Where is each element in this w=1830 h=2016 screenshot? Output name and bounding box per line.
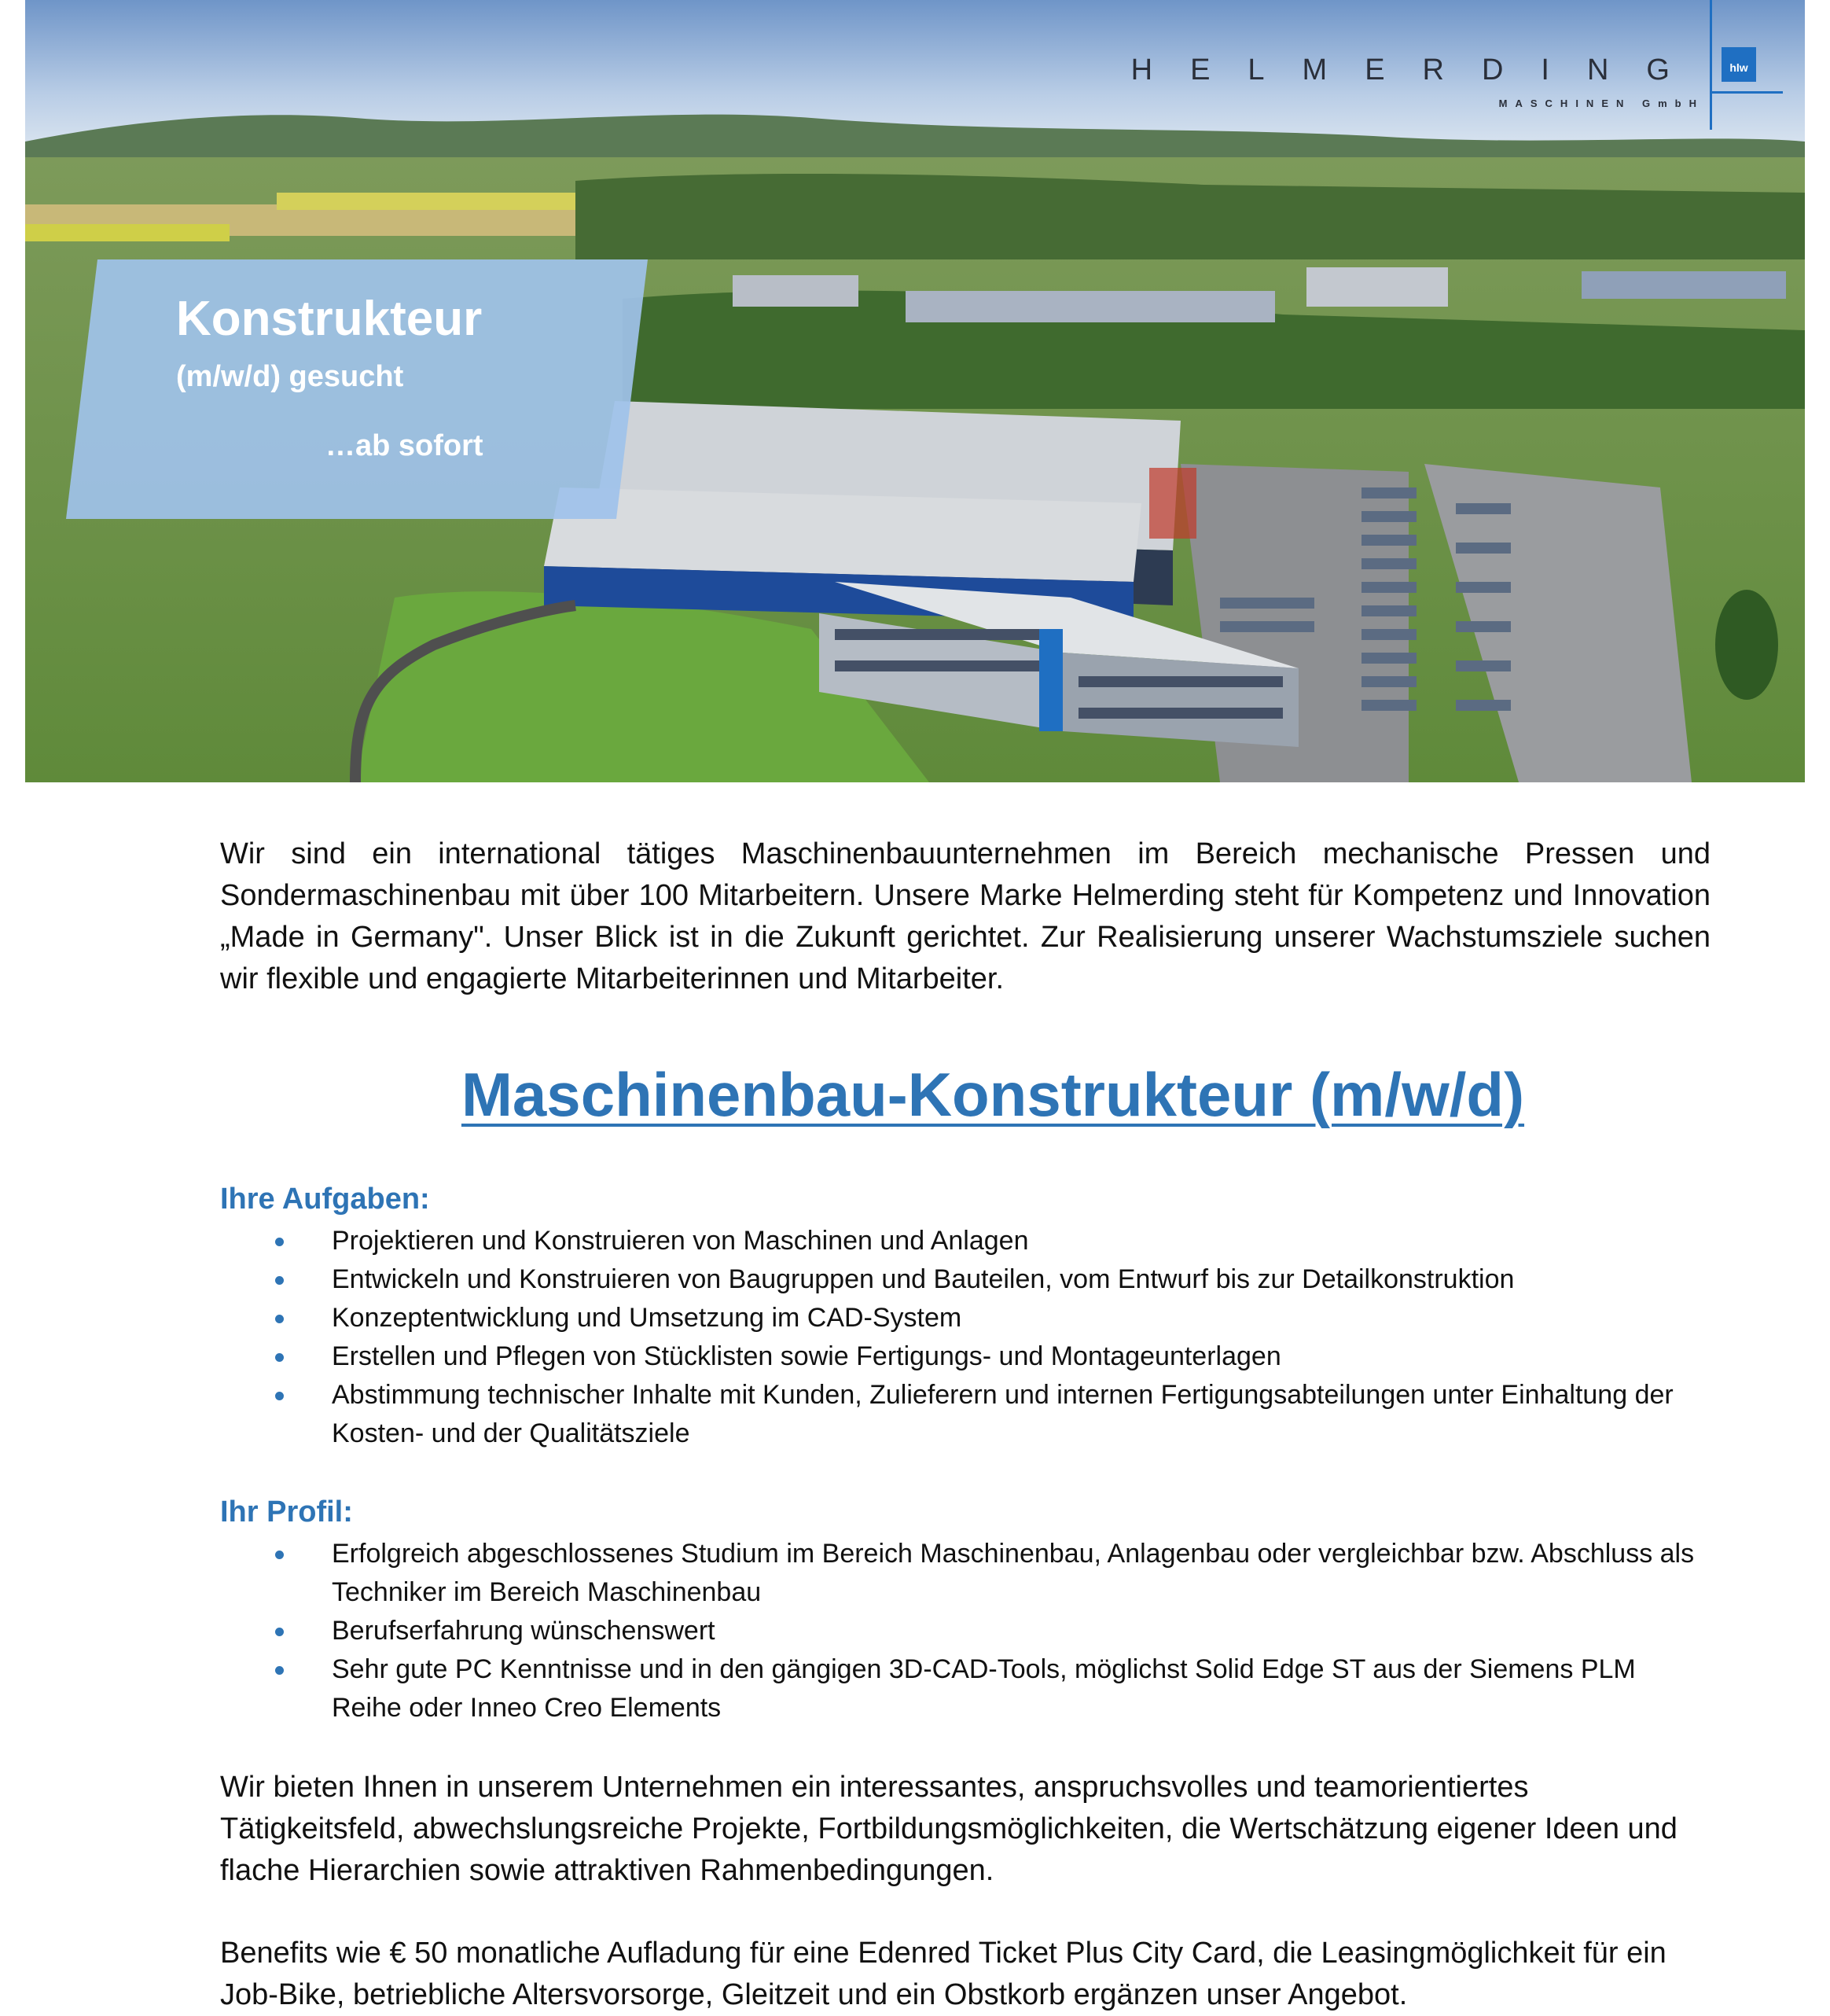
logo-subtitle: MASCHINEN GmbH	[1498, 97, 1704, 109]
job-title: Maschinenbau-Konstrukteur (m/w/d)	[461, 1060, 1525, 1129]
bullet-icon	[275, 1353, 284, 1362]
logo-horizontal-line	[1712, 91, 1783, 94]
list-item: Sehr gute PC Kenntnisse und in den gängigen 3D-CAD-Tools, möglichst Solid Edge ST aus der Siemens PLM Reihe oder Inneo Creo Elements	[220, 1650, 1711, 1727]
company-intro: Wir sind ein international tätiges Maschinenbauunternehmen im Bereich mechanische Pressen und Sondermaschinenbau mit über 100 Mitarbeitern. Unsere Marke Helmerding steht für Kompetenz und Innovation „Made in Germany". Unser Blick ist in die Zukunft gerichtet. Zur Realisierung unserer Wachstumsziele suchen wir flexible und engagierte Mitarbeiterinnen und Mitarbeiter.	[220, 837, 1711, 995]
banner-subtitle: (m/w/d) gesucht	[176, 360, 404, 393]
headline-banner	[66, 259, 648, 519]
banner-title: Konstrukteur	[176, 292, 483, 346]
list-item: Projektieren und Konstruieren von Maschinen und Anlagen	[220, 1222, 1711, 1260]
bullet-icon	[275, 1392, 284, 1400]
bullet-icon	[275, 1276, 284, 1285]
banner-start-date: …ab sofort	[325, 429, 483, 462]
benefits-paragraph: Benefits wie € 50 monatliche Aufladung für eine Edenred Ticket Plus City Card, die Leasingmöglichkeit für ein Job-Bike, betriebliche Altersvorsorge, Gleitzeit und ein Obstkorb ergänzen unser Angebot.	[220, 1936, 1666, 2011]
list-item: Entwickeln und Konstruieren von Baugruppen und Bauteilen, vom Entwurf bis zur Detailkonstruktion	[220, 1260, 1711, 1299]
bullet-icon	[275, 1628, 284, 1636]
bullet-icon	[275, 1666, 284, 1675]
list-item: Abstimmung technischer Inhalte mit Kunden, Zulieferern und internen Fertigungsabteilungen unter Einhaltung der Kosten- und der Qualitätsziele	[220, 1376, 1711, 1453]
tasks-list	[220, 1222, 1711, 1453]
company-logo	[1130, 47, 1783, 142]
offer-paragraph: Wir bieten Ihnen in unserem Unternehmen ein interessantes, anspruchsvolles und teamorientiertes Tätigkeitsfeld, abwechslungsreiche Projekte, Fortbildungsmöglichkeiten, die Wertschätzung eigener Ideen und flache Hierarchien sowie attraktiven Rahmenbedingungen.	[220, 1770, 1678, 1887]
profile-list	[220, 1535, 1711, 1727]
hero-aerial-photo	[25, 0, 1805, 782]
bullet-icon	[275, 1315, 284, 1323]
list-item: Erfolgreich abgeschlossenes Studium im Bereich Maschinenbau, Anlagenbau oder vergleichbar bzw. Abschluss als Techniker im Bereich Maschinenbau	[220, 1535, 1711, 1612]
list-item: Berufserfahrung wünschenswert	[220, 1612, 1711, 1650]
bullet-icon	[275, 1551, 284, 1559]
profile-heading: Ihr Profil:	[220, 1495, 353, 1529]
bullet-icon	[275, 1238, 284, 1246]
list-item: Konzeptentwicklung und Umsetzung im CAD-System	[220, 1299, 1711, 1337]
logo-wordmark: HELMERDING	[1130, 53, 1707, 86]
logo-vertical-line	[1710, 0, 1712, 130]
tasks-heading: Ihre Aufgaben:	[220, 1182, 430, 1216]
list-item: Erstellen und Pflegen von Stücklisten sowie Fertigungs- und Montageunterlagen	[220, 1337, 1711, 1376]
logo-badge: hlw	[1722, 47, 1756, 82]
job-ad-content	[220, 833, 1711, 2016]
